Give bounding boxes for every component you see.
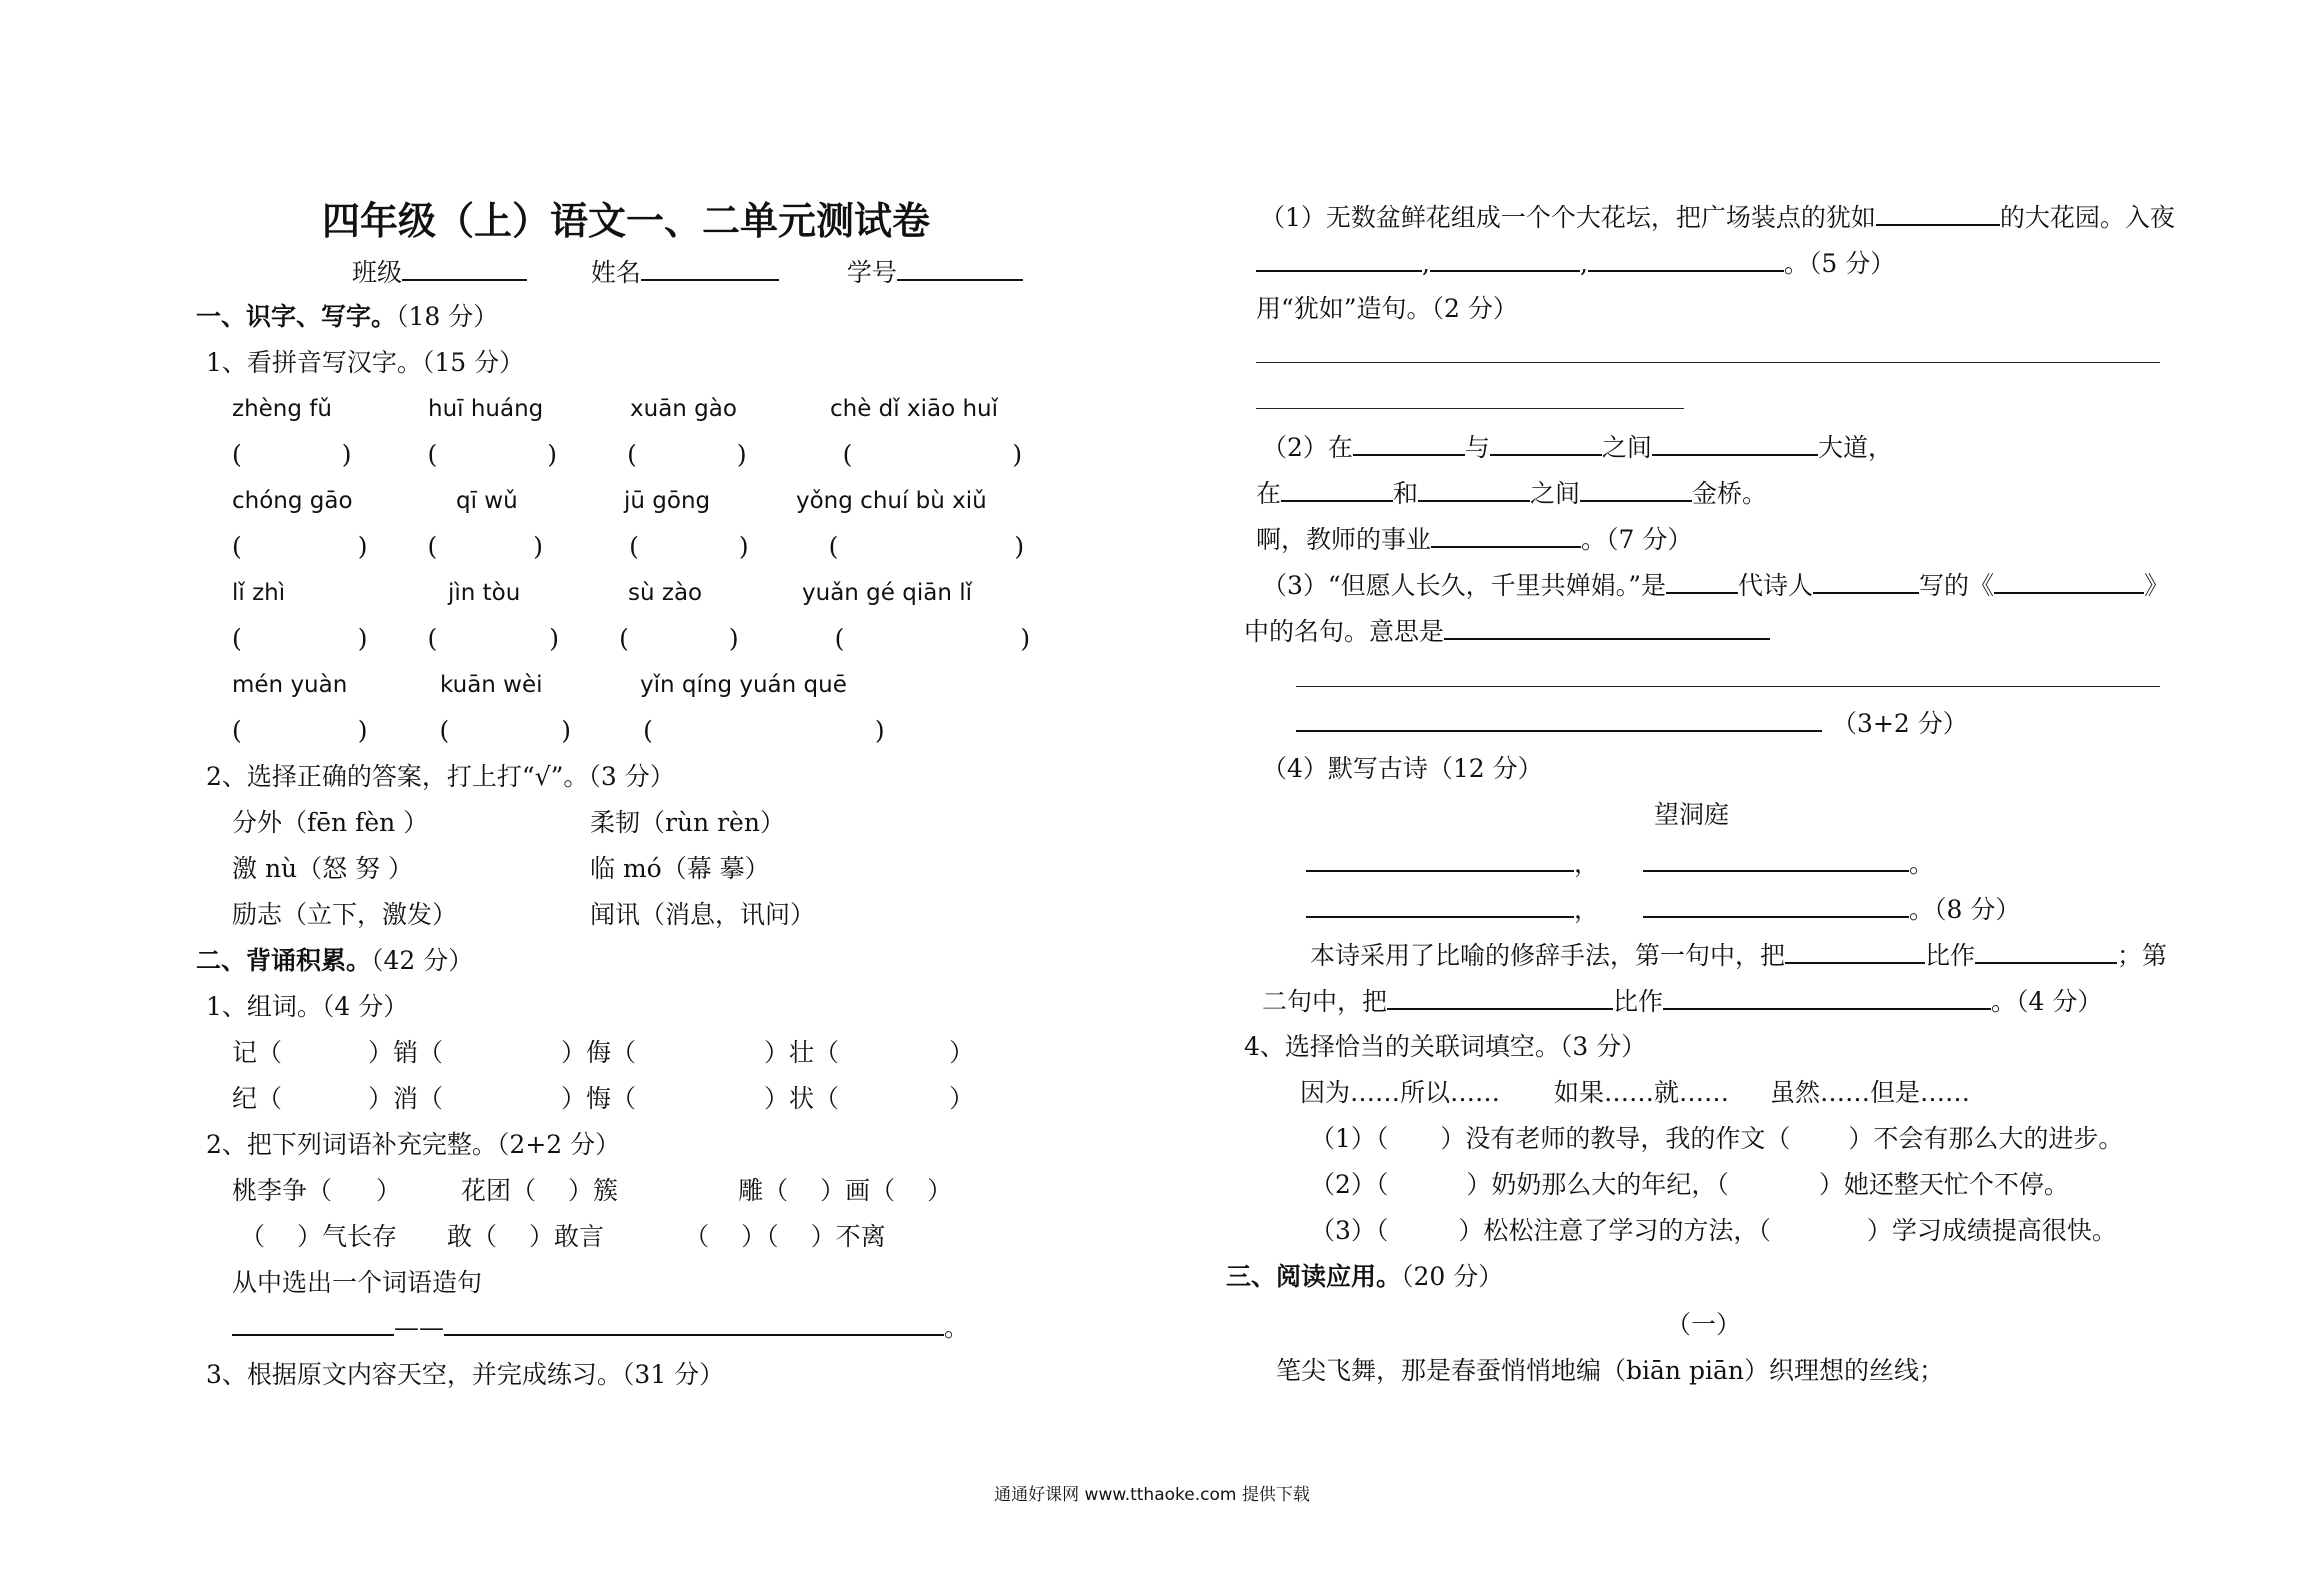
pinyin-item: jìn tòu	[448, 580, 521, 606]
answer-parens-row[interactable]: ( ) ( ) ( ) ( )	[232, 532, 1025, 561]
choice-item[interactable]: 分外（fēn fèn ）	[232, 808, 429, 837]
pick-word-prompt: 从中选出一个词语造句	[232, 1268, 483, 1297]
word-group-row[interactable]: 记（ ）销（ ）侮（ ）壮（ ）	[232, 1038, 975, 1067]
choice-item[interactable]: 临 mó（幕 摹）	[590, 854, 770, 883]
sentence-answer-line[interactable]: —— 。	[232, 1312, 969, 1343]
name-field[interactable]	[641, 257, 779, 281]
question-4: 4、选择恰当的关联词填空。（3 分）	[1244, 1032, 1647, 1061]
reading-text: 笔尖飞舞，那是春蚕悄悄地编（biān piān）织理想的丝线；	[1276, 1356, 1944, 1385]
word-group-row[interactable]: 纪（ ）消（ ）悔（ ）状（ ）	[232, 1084, 975, 1113]
id-field[interactable]	[897, 257, 1023, 281]
question-2-3: 3、根据原文内容天空，并完成练习。（31 分）	[206, 1360, 725, 1389]
poem-line-row[interactable]: ， 。（8 分）	[1306, 894, 2020, 925]
choice-item[interactable]: 励志（立下，激发）	[232, 900, 458, 929]
pinyin-item: chè dǐ xiāo huǐ	[830, 396, 999, 422]
choice-item[interactable]: 激 nù（怒 努 ）	[232, 854, 414, 883]
pinyin-item: yǒng chuí bù xiǔ	[796, 488, 987, 514]
pinyin-item: chóng gāo	[232, 488, 353, 514]
section-2-heading: 二、背诵积累。（42 分）	[196, 946, 474, 975]
idiom-row[interactable]: 桃李争（ ） 花团（ ）簇 雕（ ）画（ ）	[232, 1176, 953, 1205]
make-sentence-prompt: 用“犹如”造句。（2 分）	[1256, 294, 1518, 323]
pinyin-item: huī huáng	[428, 396, 544, 422]
fill-line[interactable]: （3）“但愿人长久，千里共婵娟。”是 代诗人 写的《 》	[1262, 571, 2170, 600]
question-poem: （4）默写古诗（12 分）	[1262, 754, 1543, 783]
idiom-row[interactable]: （ ）气长存 敢（ ）敢言 （ ）（ ）不离	[240, 1222, 886, 1251]
pinyin-item: sù zào	[628, 580, 703, 606]
name-label: 姓名	[590, 258, 641, 287]
choice-item[interactable]: 柔韧（rùn rèn）	[590, 808, 785, 837]
pinyin-item: jū gōng	[624, 488, 711, 514]
pinyin-item: qī wǔ	[456, 488, 518, 514]
answer-parens-row[interactable]: ( ) ( ) ( )	[232, 716, 885, 745]
choice-item[interactable]: 闻讯（消息，讯问）	[590, 900, 816, 929]
question-1-2: 2、选择正确的答案，打上打“√”。（3 分）	[206, 762, 675, 791]
section-3-heading: 三、阅读应用。（20 分）	[1226, 1262, 1504, 1291]
fill-line[interactable]: , , 。（5 分）	[1256, 248, 1895, 279]
class-label: 班级	[352, 258, 403, 287]
reading-number: （一）	[1666, 1310, 1742, 1339]
conjunction-question[interactable]: （1）（ ）没有老师的教导，我的作文（ ）不会有那么大的进步。	[1310, 1124, 2124, 1153]
conjunction-option: 如果……就……	[1554, 1078, 1730, 1107]
footer-source: 通通好课网 www.tthaoke.com 提供下载	[994, 1485, 1310, 1505]
poem-line-row[interactable]: ， 。	[1306, 848, 1934, 879]
class-field[interactable]	[402, 257, 527, 281]
student-info-row	[352, 257, 1023, 288]
pinyin-item: yǐn qíng yuán quē	[640, 672, 847, 698]
pinyin-item: mén yuàn	[232, 672, 348, 698]
id-label: 学号	[846, 258, 897, 287]
conjunction-option: 因为……所以……	[1300, 1078, 1501, 1107]
pinyin-item: zhèng fǔ	[232, 396, 332, 422]
answer-parens-row[interactable]: ( ) ( ) ( ) ( )	[232, 624, 1031, 653]
fill-line[interactable]: （1）无数盆鲜花组成一个个大花坛，把广场装点的犹如 的大花园。入夜	[1260, 203, 2175, 232]
answer-line[interactable]	[1256, 362, 2160, 363]
poem-title: 望洞庭	[1654, 800, 1730, 829]
conjunction-option: 虽然……但是……	[1770, 1078, 1971, 1107]
fill-line[interactable]: （3+2 分）	[1296, 708, 1968, 739]
section-1-heading: 一、识字、写字。（18 分）	[196, 302, 499, 331]
pinyin-item: kuān wèi	[440, 672, 543, 698]
fill-line[interactable]: 二句中，把 比作 。（4 分）	[1262, 987, 2103, 1016]
answer-line[interactable]	[1256, 408, 1684, 409]
conjunction-question[interactable]: （3）（ ）松松注意了学习的方法，（ ）学习成绩提高很快。	[1310, 1216, 2117, 1245]
pinyin-item: yuǎn gé qiān lǐ	[802, 580, 972, 606]
pinyin-item: lǐ zhì	[232, 580, 286, 606]
question-2-2: 2、把下列词语补充完整。（2+2 分）	[206, 1130, 621, 1159]
question-1-1: 1、看拼音写汉字。（15 分）	[206, 348, 525, 377]
fill-line[interactable]: （2）在 与 之间 大道，	[1262, 433, 1893, 462]
conjunction-question[interactable]: （2）（ ）奶奶那么大的年纪，（ ）她还整天忙个不停。	[1310, 1170, 2069, 1199]
question-2-1: 1、组词。（4 分）	[206, 992, 409, 1021]
answer-line[interactable]	[1296, 686, 2160, 687]
fill-line[interactable]: 中的名句。意思是	[1244, 616, 1770, 647]
pinyin-item: xuān gào	[630, 396, 737, 422]
page-title: 四年级（上）语文一、二单元测试卷	[322, 198, 931, 243]
fill-line[interactable]: 在 和 之间 金桥。	[1256, 479, 1768, 508]
answer-parens-row[interactable]: ( ) ( ) ( ) ( )	[232, 440, 1023, 469]
fill-line[interactable]: 本诗采用了比喻的修辞手法，第一句中，把 比作 ；第	[1310, 941, 2168, 970]
fill-line[interactable]: 啊，教师的事业 。（7 分）	[1256, 525, 1693, 554]
